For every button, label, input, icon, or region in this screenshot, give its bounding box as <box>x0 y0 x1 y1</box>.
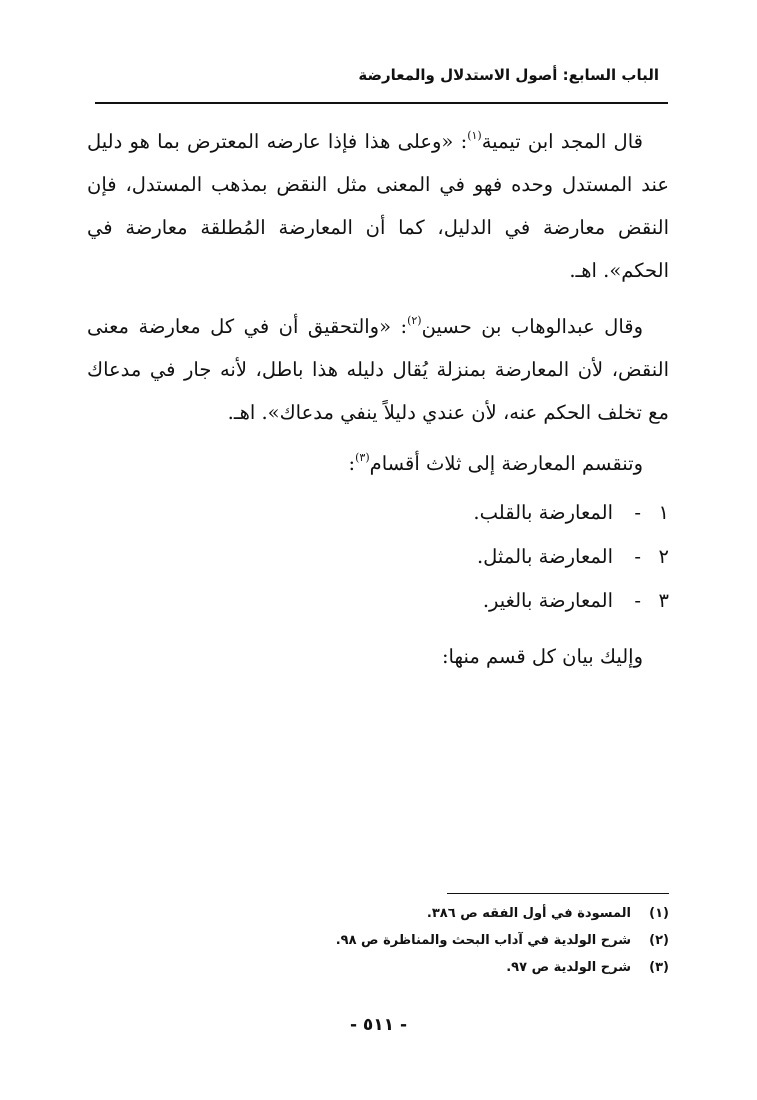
footnote-number: (٢) <box>649 933 669 948</box>
sections-intro <box>87 442 669 485</box>
list-label: المعارضة بالمثل. <box>476 545 613 568</box>
paragraph-text: : «وعلى هذا فإذا عارضه المعترض بما هو دليل عند المستدل وحده فهو في المعنى مثل النقض بمذهب المستدل، فإن النقض معارضة في الدليل، كما أن المعارضة المُطلقة معارضة في الحكم». اهـ. <box>87 130 669 282</box>
list-label: المعارضة بالقلب. <box>473 501 613 524</box>
paragraph-lead: وقال عبدالوهاب بن حسين <box>421 315 644 338</box>
footnote-ref: (١) <box>467 129 482 142</box>
list-item <box>87 579 669 623</box>
footnote-text: المسودة في أول الفقه ص ٣٨٦. <box>426 906 631 921</box>
footnote <box>109 927 669 954</box>
list-dash: - <box>634 545 641 568</box>
footnote-number: (١) <box>649 906 669 921</box>
footnotes <box>109 900 669 981</box>
footnote-ref: (٣) <box>355 451 370 464</box>
list-dash: - <box>634 501 641 524</box>
paragraph-text: : «والتحقيق أن في كل معارضة معنى النقض، لأن المعارضة بمنزلة يُقال دليله هذا باطل، لأنه جار في مدعاك مع تخلف الحكم عنه، لأن عندي دليلاً ينفي مدعاك». اهـ. <box>87 315 669 424</box>
footnote <box>109 900 669 927</box>
running-header-title: الباب السابع: أصول الاستدلال والمعارضة <box>358 66 659 84</box>
footnote-number: (٣) <box>649 960 669 975</box>
list-number: ١ <box>658 501 669 524</box>
list-number: ٣ <box>658 589 669 612</box>
footnote-rule <box>447 893 669 894</box>
list-number: ٢ <box>658 545 669 568</box>
footnote-text: شرح الولدية ص ٩٧. <box>506 960 631 975</box>
footnote-text: شرح الولدية في آداب البحث والمناظرة ص ٩٨. <box>335 933 631 948</box>
closing-line: وإليك بيان كل قسم منها: <box>441 645 643 668</box>
intro-tail: : <box>348 452 356 475</box>
footnote-ref: (٢) <box>407 314 422 327</box>
paragraph-abdulwahhab-quote <box>87 305 669 434</box>
page-number: - ٥١١ - <box>349 1015 408 1035</box>
paragraph-lead: قال المجد ابن تيمية <box>481 130 643 153</box>
footnote <box>109 954 669 981</box>
intro-lead: وتنقسم المعارضة إلى ثلاث أقسام <box>369 452 643 475</box>
sections-list <box>87 491 669 623</box>
list-item <box>87 491 669 535</box>
paragraph-ibn-taymiyya-quote <box>87 120 669 292</box>
body-text <box>87 120 669 678</box>
list-dash: - <box>634 589 641 612</box>
list-label: المعارضة بالغير. <box>482 589 613 612</box>
list-item <box>87 535 669 579</box>
header-rule <box>95 102 668 104</box>
